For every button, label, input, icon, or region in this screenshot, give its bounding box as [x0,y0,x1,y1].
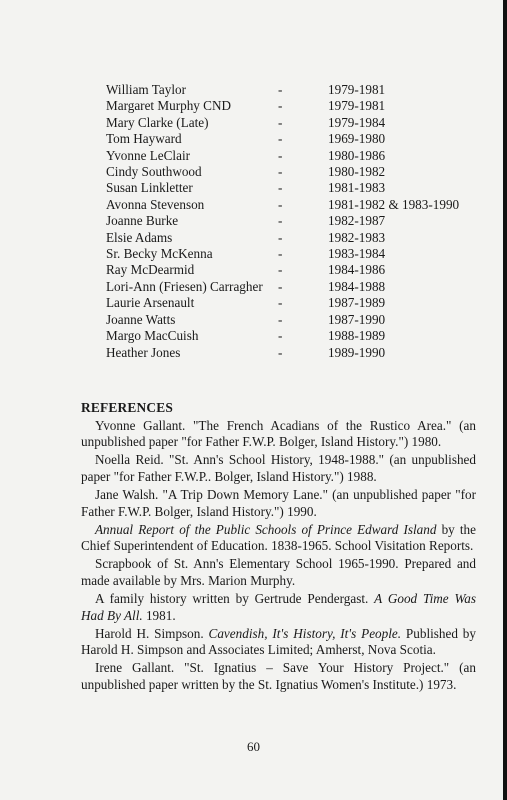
reference-text: Yvonne Gallant. "The French Acadians of the Rustico Area." (an unpublished paper "for Father F.W.P. Bolger, Island History.") 1980. [81,417,476,450]
staff-name: Tom Hayward [106,131,182,147]
staff-name: Heather Jones [106,344,181,360]
staff-years: 1979-1981 [328,98,386,114]
reference-text: A family history written by Gertrude Pendergast. [95,591,375,607]
staff-dash: - [278,262,283,278]
reference-item [81,452,476,485]
staff-name: Avonna Stevenson [106,196,205,212]
staff-row [106,131,468,147]
staff-dash: - [278,328,283,344]
staff-dash: - [278,196,283,212]
staff-dash: - [278,147,283,163]
staff-name: Laurie Arsenault [106,295,195,311]
staff-years: 1980-1982 [328,164,386,180]
staff-dash: - [278,114,283,130]
page-edge-shadow [503,0,507,800]
references-list [81,418,476,694]
staff-list-body [106,82,468,361]
staff-row [106,213,468,229]
page-number: 60 [247,739,260,754]
staff-row [106,345,468,361]
reference-text: Noella Reid. "St. Ann's School History, 1948-1988." (an unpublished paper "for Father F.W.P.. Bolger, Island History.") 1988. [81,452,476,484]
staff-name: Elsie Adams [106,229,173,245]
reference-item [81,626,476,659]
staff-years: 1981-1982 & 1983-1990 [328,196,460,212]
references-heading: REFERENCES [81,400,174,415]
staff-name: Margo MacCuish [106,328,199,344]
reference-text-after: 1981. [142,607,176,623]
staff-years: 1984-1988 [328,278,386,294]
reference-text: Irene Gallant. "St. Ignatius – Save Your History Project." (an unpublished paper written by the St. Ignatius Women's Institute.) 1973. [81,660,476,692]
reference-text-after: Published by Harold H. Simpson and Associates Limited; Amherst, Nova Scotia. [81,625,476,658]
staff-dash: - [278,311,283,327]
references-section [81,400,476,695]
staff-row [106,197,468,213]
staff-dash: - [278,213,283,229]
staff-years: 1969-1980 [328,131,386,147]
staff-dash: - [278,246,283,262]
staff-name: Ray McDearmid [106,262,195,278]
staff-row [106,164,468,180]
staff-row [106,262,468,278]
reference-item [81,556,476,589]
staff-row [106,295,468,311]
staff-name: Yvonne LeClair [106,147,191,163]
staff-years: 1987-1990 [328,311,386,327]
staff-years: 1982-1983 [328,229,386,245]
reference-text: Jane Walsh. "A Trip Down Memory Lane." (an unpublished paper "for Father F.W.P. Bolger, Island History.") 1990. [81,486,476,519]
staff-row [106,148,468,164]
staff-dash: - [278,131,283,147]
reference-title: Cavendish, It's History, It's People. [208,625,402,641]
staff-dash: - [278,295,283,311]
reference-text-after: by the Chief Superintendent of Education. 1838-1965. School Visitation Reports. [81,521,476,554]
staff-name: Joanne Burke [106,213,179,229]
reference-text: Harold H. Simpson. [95,625,209,641]
staff-years: 1984-1986 [328,262,386,278]
staff-dash: - [278,278,283,294]
reference-item [81,660,476,693]
staff-row [106,180,468,196]
reference-item [81,418,476,451]
reference-item [81,487,476,520]
staff-row [106,98,468,114]
staff-row [106,246,468,262]
staff-years: 1989-1990 [328,344,386,360]
staff-years: 1979-1981 [328,82,386,97]
staff-years: 1983-1984 [328,246,386,262]
staff-name: Susan Linkletter [106,180,193,196]
staff-row [106,328,468,344]
staff-name: Margaret Murphy CND [106,98,232,114]
staff-name: Mary Clarke (Late) [106,114,209,130]
staff-dash: - [278,164,283,180]
staff-dash: - [278,98,283,114]
staff-name: Lori-Ann (Friesen) Carragher [106,278,263,294]
staff-row [106,279,468,295]
staff-years: 1982-1987 [328,213,386,229]
staff-name: Cindy Southwood [106,164,202,180]
reference-title: A Good Time Was Had By All. [81,591,476,623]
staff-dash: - [278,229,283,245]
staff-years: 1981-1983 [328,180,386,196]
staff-years: 1988-1989 [328,328,386,344]
staff-years: 1979-1984 [328,114,386,130]
reference-title: Annual Report of the Public Schools of Prince Edward Island [95,521,437,537]
staff-row [106,82,468,98]
staff-dash: - [278,180,283,196]
reference-text: Scrapbook of St. Ann's Elementary School 1965-1990. Prepared and made available by Mrs. Marion Murphy. [81,556,476,588]
staff-name: Joanne Watts [106,311,176,327]
reference-item [81,522,476,555]
staff-dash: - [278,82,283,97]
staff-dash: - [278,344,283,360]
staff-row [106,312,468,328]
staff-row [106,230,468,246]
staff-row [106,115,468,131]
reference-item [81,591,476,624]
staff-years: 1980-1986 [328,147,386,163]
staff-years: 1987-1989 [328,295,386,311]
staff-name: William Taylor [106,82,186,97]
staff-name: Sr. Becky McKenna [106,246,213,262]
staff-list [106,82,468,361]
